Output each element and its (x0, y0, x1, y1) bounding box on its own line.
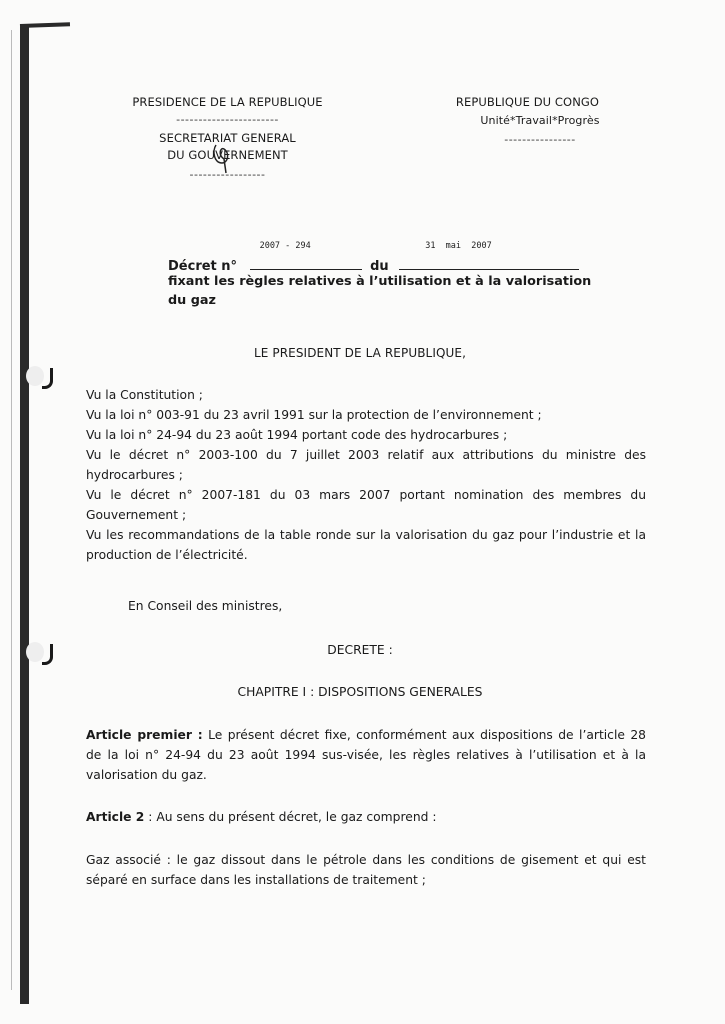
decree-date-field (399, 241, 579, 270)
article-1-text: Le présent décret fixe, conformément aux dispositions de l’article 28 de la loi n° 24-94 du 23 août 1994 sus-visée, les règles relatives à l’utilisation et à la valorisation du gaz. (86, 728, 646, 782)
decree-number-field (250, 241, 362, 270)
punch-hole (30, 642, 50, 666)
conseil-line: En Conseil des ministres, (128, 599, 283, 613)
du-label: du (370, 259, 389, 274)
visa-item: Vu la Constitution ; (86, 388, 203, 402)
initials-signature (210, 141, 234, 181)
header-divider: ----------------------- (176, 113, 279, 126)
visa-item: Vu le décret n° 2007-181 du 03 mars 2007 portant nomination des membres du Gouvernement ; (86, 488, 646, 522)
binder-edge (11, 30, 12, 990)
article-2 (86, 807, 646, 827)
decree-subject-line2: du gaz (168, 293, 216, 308)
president-heading: LE PRESIDENT DE LA REPUBLIQUE, (254, 346, 466, 360)
article-1-label: Article premier : (86, 728, 203, 742)
visa-item: Vu les recommandations de la table ronde sur la valorisation du gaz pour l’industrie et la production de l’électricité. (86, 528, 646, 562)
decree-number: 2007 - 294 (259, 241, 311, 251)
decree-subject-line1: fixant les règles relatives à l’utilisation et à la valorisation (168, 274, 592, 289)
header-republique: REPUBLIQUE DU CONGO (455, 95, 600, 109)
article-1 (86, 725, 646, 785)
chapter-heading: CHAPITRE I : DISPOSITIONS GENERALES (237, 685, 483, 699)
header-gouvernement: DU GOUVERNEMENT (167, 148, 288, 162)
header-motto: Unité*Travail*Progrès (480, 114, 600, 127)
binder-clip (20, 22, 70, 28)
visa-item: Vu la loi n° 003-91 du 23 avril 1991 sur la protection de l’environnement ; (86, 408, 542, 422)
header-divider: ----------------- (189, 168, 266, 181)
decree-date: 31 mai 2007 (425, 241, 492, 251)
definition-gaz-associe: Gaz associé : le gaz dissout dans le pétrole dans les conditions de gisement et qui est séparé en surface dans les installations de traitement ; (86, 853, 646, 887)
header-divider: ---------------- (504, 133, 576, 146)
article-2-label: Article 2 (86, 810, 145, 824)
visa-item: Vu la loi n° 24-94 du 23 août 1994 portant code des hydrocarbures ; (86, 428, 508, 442)
article-2-text: : Au sens du présent décret, le gaz comprend : (144, 810, 437, 824)
header-secretariat: SECRETARIAT GENERAL (159, 131, 296, 145)
punch-hole (30, 366, 50, 390)
header-presidence: PRESIDENCE DE LA REPUBLIQUE (132, 95, 323, 109)
binder-bar (20, 27, 29, 1004)
decret-label: Décret n° (168, 259, 238, 274)
visas-list (86, 385, 646, 565)
decrete-heading: DECRETE : (327, 643, 393, 657)
decree-number-line (168, 241, 598, 274)
visa-item: Vu le décret n° 2003-100 du 7 juillet 2003 relatif aux attributions du ministre des hydrocarbures ; (86, 448, 646, 482)
